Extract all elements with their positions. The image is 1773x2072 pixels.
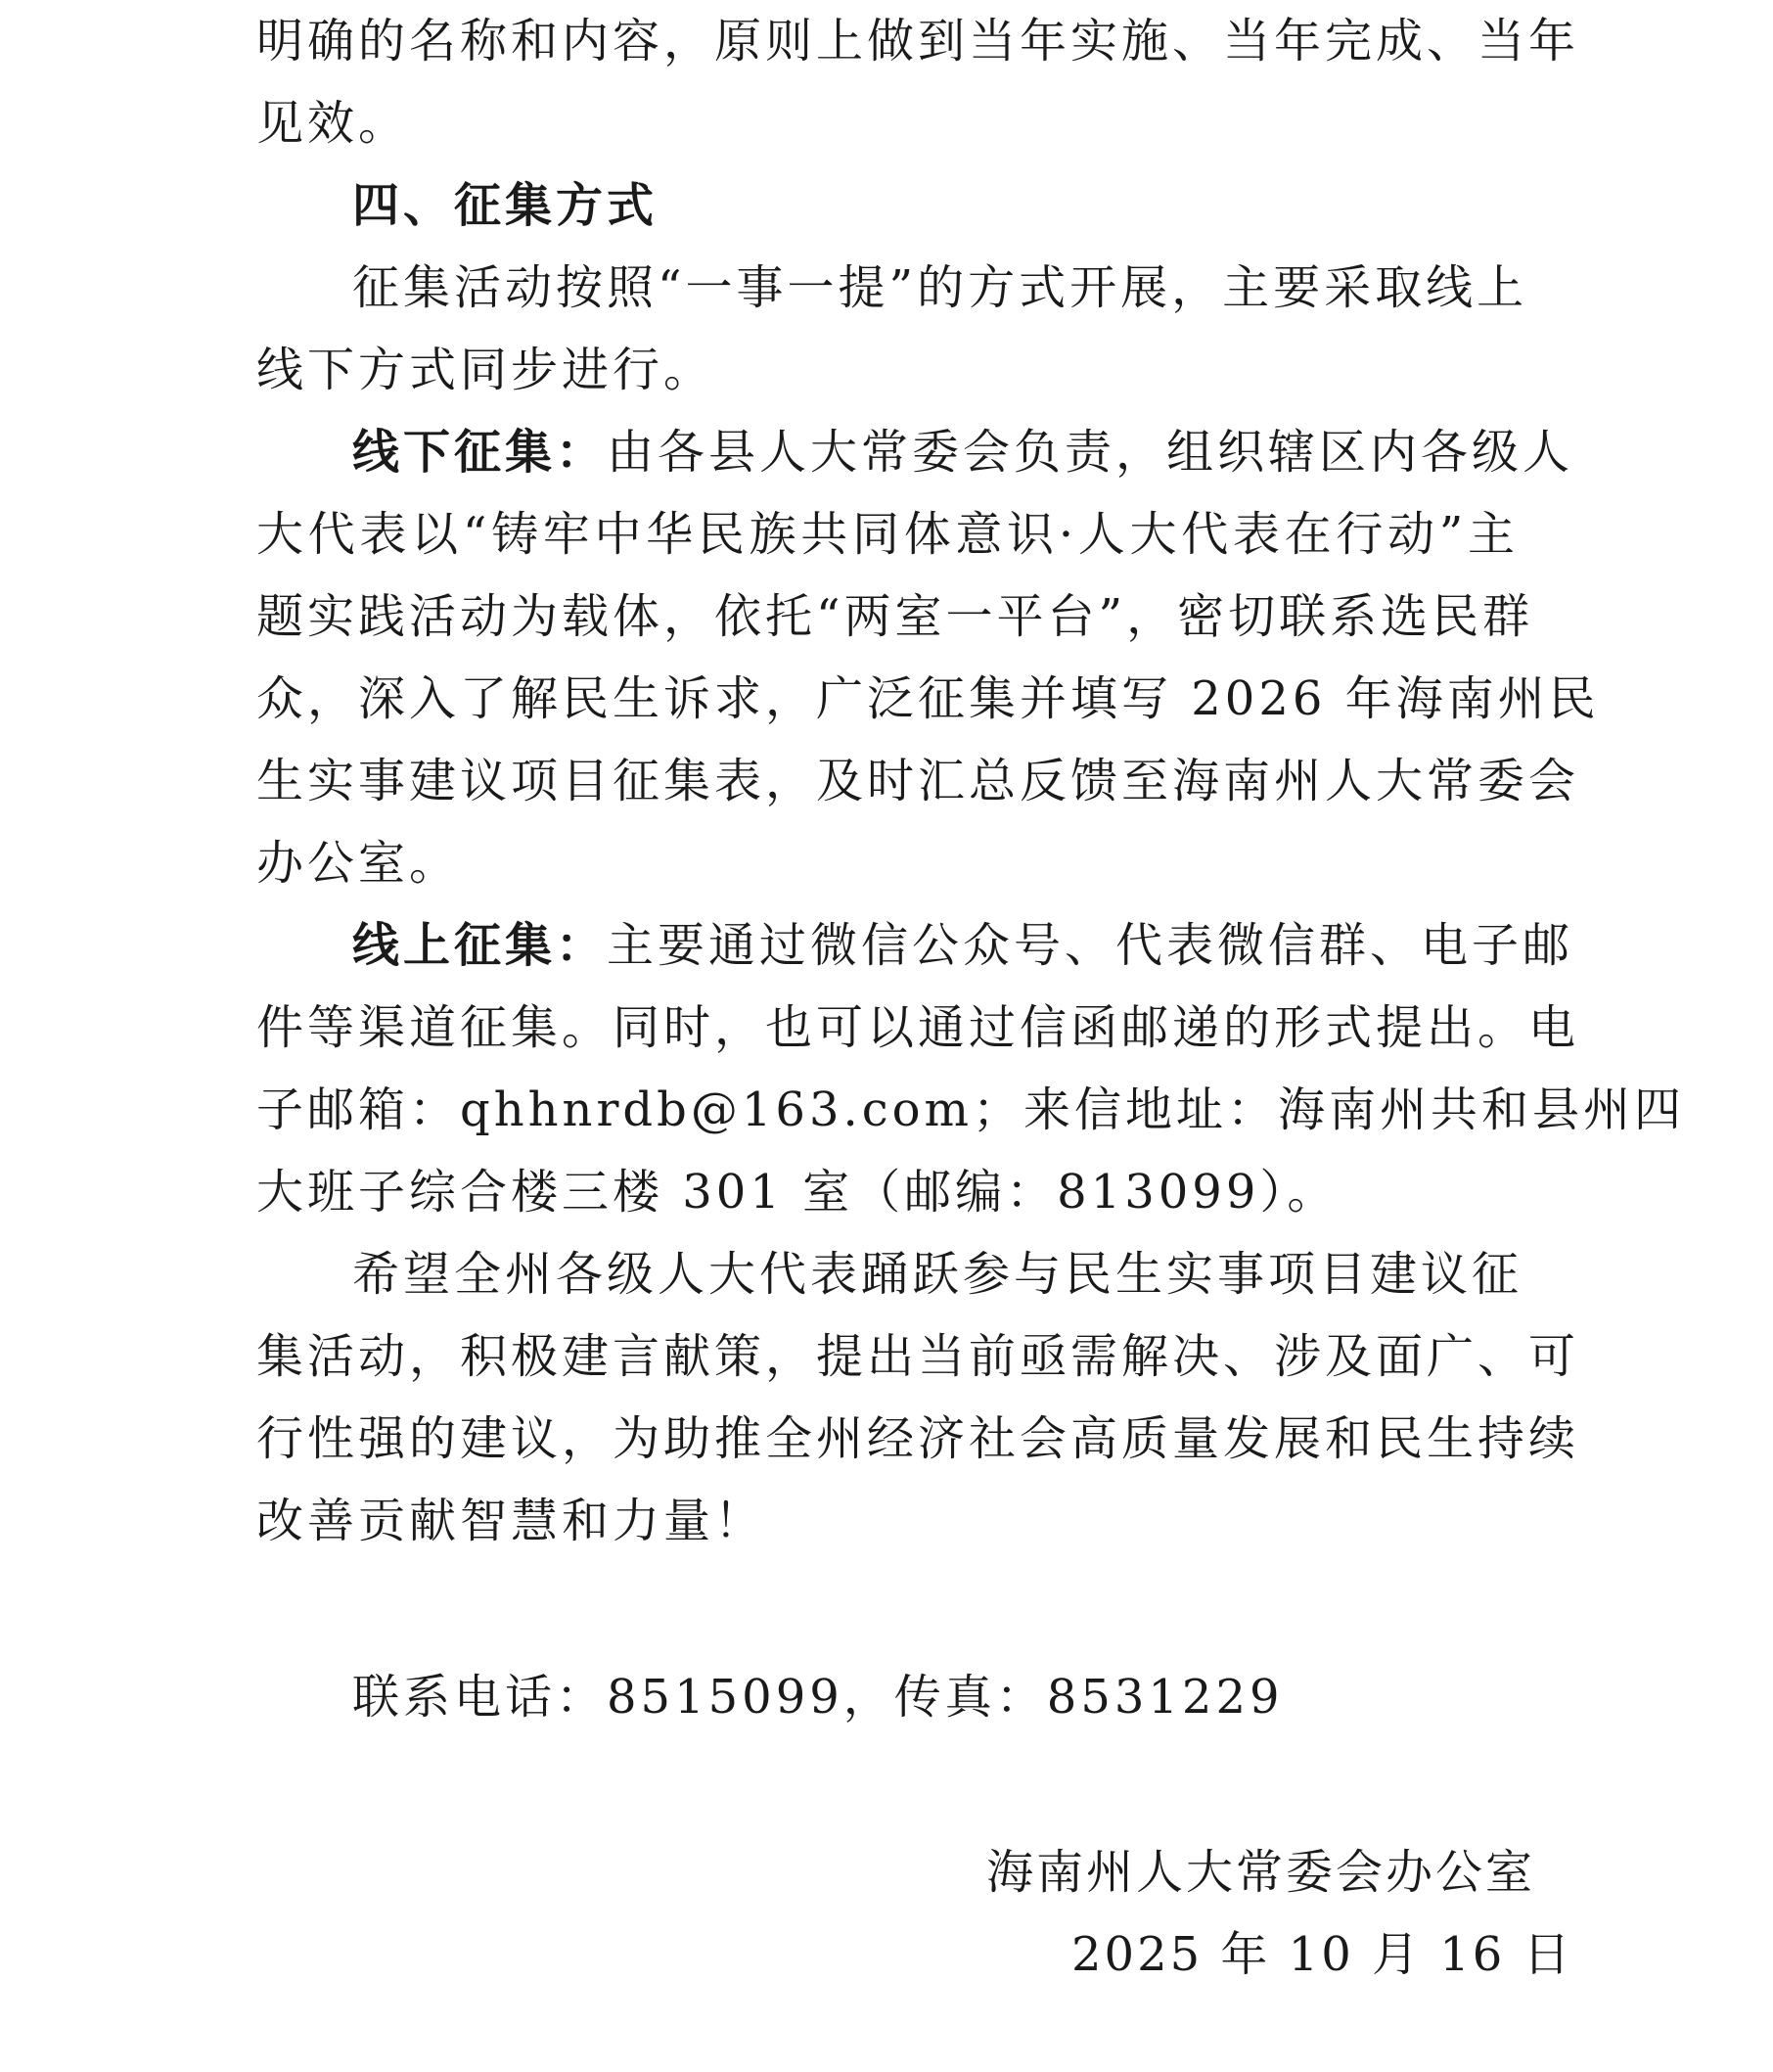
signature-organization: 海南州人大常委会办公室 <box>986 1845 1536 1900</box>
continuation-line-2: 见效。 <box>256 96 410 151</box>
closing-line-4: 改善贡献智慧和力量！ <box>256 1494 766 1548</box>
online-line-4: 大班子综合楼三楼 301 室（邮编：813099）。 <box>256 1165 1339 1220</box>
offline-paragraph-line-1 <box>352 423 1574 482</box>
online-line-1-text: 主要通过微信公众号、代表微信群、电子邮 <box>607 918 1574 973</box>
offline-line-4: 众，深入了解民生诉求，广泛征集并填写 2026 年海南州民 <box>256 671 1600 726</box>
signature-date: 2025 年 10 月 16 日 <box>1071 1927 1573 1982</box>
online-label: 线上征集： <box>352 918 608 973</box>
section-intro-line-2: 线下方式同步进行。 <box>256 343 715 397</box>
offline-label: 线下征集： <box>352 425 608 480</box>
offline-line-5: 生实事建议项目征集表，及时汇总反馈至海南州人大常委会 <box>256 754 1580 808</box>
contact-info: 联系电话：8515099，传真：8531229 <box>352 1670 1284 1725</box>
closing-line-2: 集活动，积极建言献策，提出当前亟需解决、涉及面广、可 <box>256 1329 1580 1384</box>
online-line-3: 子邮箱：qhhnrdb@163.com；来信地址：海南州共和县州四 <box>256 1082 1686 1137</box>
offline-line-2: 大代表以“铸牢中华民族共同体意识·人大代表在行动”主 <box>256 507 1519 562</box>
online-line-2: 件等渠道征集。同时，也可以通过信函邮递的形式提出。电 <box>256 1000 1580 1055</box>
offline-line-6: 办公室。 <box>256 836 461 891</box>
offline-line-1-text: 由各县人大常委会负责，组织辖区内各级人 <box>607 425 1574 480</box>
closing-line-1: 希望全州各级人大代表踊跃参与民生实事项目建议征 <box>352 1247 1523 1302</box>
online-paragraph-line-1 <box>352 916 1574 975</box>
section-heading: 四、征集方式 <box>352 178 659 233</box>
section-intro-line-1: 征集活动按照“一事一提”的方式开展，主要采取线上 <box>352 260 1528 315</box>
offline-line-3: 题实践活动为载体，依托“两室一平台”，密切联系选民群 <box>256 589 1534 644</box>
closing-line-3: 行性强的建议，为助推全州经济社会高质量发展和民生持续 <box>256 1411 1580 1466</box>
continuation-line-1: 明确的名称和内容，原则上做到当年实施、当年完成、当年 <box>256 14 1580 69</box>
